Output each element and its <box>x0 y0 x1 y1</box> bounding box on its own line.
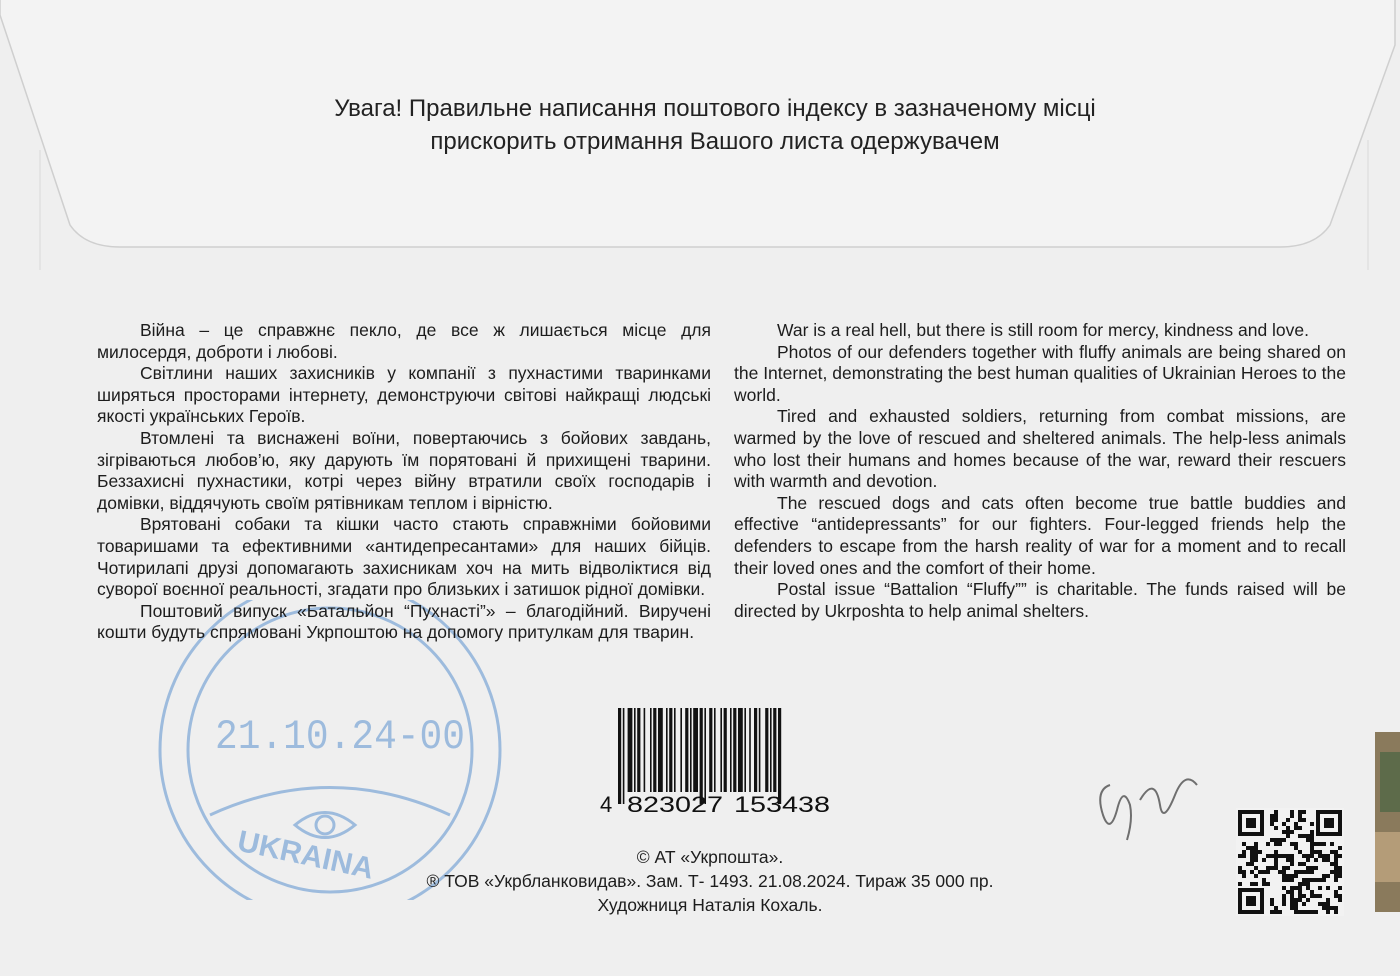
barcode-digit-first: 4 <box>600 792 613 817</box>
barcode-bar <box>650 708 652 792</box>
qr-module <box>1318 854 1322 858</box>
qr-module <box>1254 866 1258 870</box>
qr-module <box>1322 854 1326 858</box>
paragraph-uk: Поштовий випуск «Батальйон “Пухнасті”» – благодійний. Виручені кошти будуть спрямовані Укрпоштою на допомогу притулкам для тварин. <box>97 600 711 643</box>
qr-module <box>1314 850 1318 854</box>
barcode-bar <box>669 708 672 792</box>
qr-module <box>1322 906 1326 910</box>
qr-module <box>1254 858 1258 862</box>
qr-module <box>1266 842 1270 846</box>
barcode-bar <box>623 708 625 804</box>
qr-module <box>1242 874 1246 878</box>
qr-module <box>1254 850 1258 854</box>
qr-module <box>1274 838 1278 842</box>
qr-module <box>1306 834 1310 838</box>
qr-module <box>1290 874 1294 878</box>
postmark-emblem-icon <box>295 813 355 838</box>
qr-module <box>1310 834 1314 838</box>
qr-module <box>1310 878 1314 882</box>
qr-module <box>1274 862 1278 866</box>
qr-module <box>1270 910 1274 914</box>
qr-module <box>1338 870 1342 874</box>
qr-module <box>1294 822 1298 826</box>
imprint <box>320 845 1100 917</box>
handwritten-signature <box>1085 765 1210 850</box>
qr-module <box>1318 894 1322 898</box>
barcode-bar <box>690 708 692 792</box>
qr-module <box>1334 890 1338 894</box>
qr-module <box>1238 854 1242 858</box>
qr-module <box>1250 850 1254 854</box>
qr-module <box>1302 870 1306 874</box>
qr-module <box>1274 858 1278 862</box>
qr-module <box>1282 898 1286 902</box>
qr-module <box>1294 870 1298 874</box>
qr-module <box>1282 838 1286 842</box>
qr-module <box>1254 854 1258 858</box>
qr-module <box>1334 850 1338 854</box>
qr-module <box>1262 858 1266 862</box>
paragraph-en: Tired and exhausted soldiers, returning from combat missions, are warmed by the love of rescued and sheltered animals. The help-less animals who lost their humans and homes because of the war, reward their rescuers with warmth and devotion. <box>734 406 1346 492</box>
qr-module <box>1290 830 1294 834</box>
barcode-bar <box>644 708 646 792</box>
qr-module <box>1274 842 1278 846</box>
qr-module <box>1250 870 1254 874</box>
qr-module <box>1294 886 1298 890</box>
qr-module <box>1326 898 1330 902</box>
qr-module <box>1298 814 1302 818</box>
paragraph-en: The rescued dogs and cats often become true battle buddies and effective “antidepressants” for our fighters. Four-legged friends help the defenders to escape from the harsh reality of war for a moment and to recall their loved ones and the comfort of their home. <box>734 492 1346 578</box>
qr-module <box>1318 842 1322 846</box>
paragraph-en: Photos of our defenders together with fluffy animals are being shared on the Internet, demonstrating the best human qualities of Ukrainian Heroes to the world. <box>734 341 1346 405</box>
qr-module <box>1298 894 1302 898</box>
qr-module <box>1298 834 1302 838</box>
qr-module <box>1314 866 1318 870</box>
qr-module <box>1306 882 1310 886</box>
qr-module <box>1246 846 1250 850</box>
qr-module <box>1278 910 1282 914</box>
qr-module <box>1290 814 1294 818</box>
qr-module <box>1310 866 1314 870</box>
qr-module <box>1302 818 1306 822</box>
qr-module <box>1286 890 1290 894</box>
qr-module <box>1334 910 1338 914</box>
qr-module <box>1310 890 1314 894</box>
qr-module <box>1310 822 1314 826</box>
qr-module <box>1306 866 1310 870</box>
paragraph-en: Postal issue “Battalion “Fluffy”” is charitable. The funds raised will be directed by Ukrposhta to help animal shelters. <box>734 579 1346 621</box>
qr-module <box>1274 866 1278 870</box>
paragraph-uk: Врятовані собаки та кішки часто стають справжніми бойовими товаришами та ефективними «антидепресантами» для наших бійців. Чотирилапі друзі допомагають захисникам хоч на мить відволіктися від суворої воєнної реальності, згадати про близьких і затишок рідної домівки. <box>97 514 711 600</box>
qr-module <box>1270 838 1274 842</box>
qr-module <box>1290 842 1294 846</box>
qr-module <box>1330 862 1334 866</box>
barcode-bar <box>618 708 621 804</box>
qr-module <box>1310 870 1314 874</box>
qr-module <box>1306 898 1310 902</box>
barcode-bar <box>634 708 636 792</box>
qr-module <box>1302 894 1306 898</box>
barcode <box>600 708 850 820</box>
qr-module <box>1246 862 1250 866</box>
qr-module <box>1290 906 1294 910</box>
qr-module <box>1278 838 1282 842</box>
barcode-bar <box>749 708 751 792</box>
qr-module <box>1298 882 1302 886</box>
qr-module <box>1258 870 1262 874</box>
barcode-bar <box>738 708 743 792</box>
qr-module <box>1330 842 1334 846</box>
qr-module <box>1318 902 1322 906</box>
qr-module <box>1242 870 1246 874</box>
qr-module <box>1294 846 1298 850</box>
qr-module <box>1322 902 1326 906</box>
paragraph-en: War is a real hell, but there is still room for mercy, kindness and love. <box>777 320 1310 340</box>
qr-module <box>1286 878 1290 882</box>
barcode-bar <box>744 708 746 792</box>
qr-module <box>1306 858 1310 862</box>
qr-module <box>1274 814 1278 818</box>
qr-module <box>1334 894 1338 898</box>
qr-module <box>1274 910 1278 914</box>
qr-module <box>1282 866 1286 870</box>
qr-module <box>1326 910 1330 914</box>
barcode-bar <box>765 708 768 792</box>
qr-module <box>1326 858 1330 862</box>
qr-module <box>1274 810 1278 814</box>
qr-module <box>1294 902 1298 906</box>
qr-module <box>1262 870 1266 874</box>
qr-module <box>1270 818 1274 822</box>
qr-module <box>1294 906 1298 910</box>
qr-module <box>1238 882 1242 886</box>
qr-module <box>1326 886 1330 890</box>
qr-module <box>1318 886 1322 890</box>
qr-module <box>1286 834 1290 838</box>
postmark-date: 21.10.24-00 <box>215 713 465 761</box>
qr-module <box>1286 874 1290 878</box>
qr-module <box>1314 894 1318 898</box>
qr-module <box>1274 818 1278 822</box>
qr-module <box>1250 846 1254 850</box>
qr-module <box>1282 854 1286 858</box>
barcode-bar <box>709 708 712 792</box>
qr-module <box>1310 846 1314 850</box>
qr-module <box>1278 854 1282 858</box>
barcode-bar <box>730 708 732 792</box>
qr-module <box>1338 866 1342 870</box>
qr-module <box>1286 818 1290 822</box>
qr-module <box>1314 842 1318 846</box>
barcode-bar <box>720 708 722 792</box>
qr-module <box>1294 910 1298 914</box>
barcode-bar <box>724 708 727 792</box>
qr-module <box>1330 870 1334 874</box>
qr-module <box>1274 826 1278 830</box>
barcode-bar <box>714 708 716 792</box>
qr-module <box>1282 874 1286 878</box>
qr-module <box>1338 898 1342 902</box>
qr-module <box>1282 902 1286 906</box>
qr-module <box>1274 906 1278 910</box>
qr-module <box>1302 882 1306 886</box>
qr-module <box>1302 902 1306 906</box>
qr-module <box>1298 818 1302 822</box>
qr-module <box>1302 910 1306 914</box>
qr-module <box>1334 862 1338 866</box>
qr-module <box>1254 874 1258 878</box>
qr-module <box>1290 878 1294 882</box>
qr-module <box>1334 870 1338 874</box>
paragraph-uk: Війна – це справжнє пекло, де все ж лишається місце для милосердя, доброти і любові. <box>97 320 711 362</box>
qr-module <box>1322 874 1326 878</box>
qr-module <box>1290 902 1294 906</box>
barcode-bar <box>773 708 776 792</box>
qr-module <box>1338 854 1342 858</box>
qr-module <box>1262 882 1266 886</box>
qr-module <box>1290 898 1294 902</box>
qr-module <box>1298 910 1302 914</box>
barcode-bar <box>754 708 757 792</box>
qr-module <box>1290 894 1294 898</box>
qr-module <box>1302 854 1306 858</box>
qr-module <box>1286 826 1290 830</box>
qr-module <box>1314 878 1318 882</box>
qr-module <box>1274 850 1278 854</box>
qr-module <box>1270 898 1274 902</box>
barcode-group-1: 823027 <box>627 792 723 817</box>
qr-module <box>1322 842 1326 846</box>
postmark-country: UKRAINA <box>234 824 377 886</box>
qr-module <box>1286 858 1290 862</box>
qr-module <box>1306 910 1310 914</box>
qr-module <box>1306 854 1310 858</box>
qr-module <box>1326 902 1330 906</box>
qr-module <box>1242 842 1246 846</box>
qr-module <box>1290 862 1294 866</box>
notice-line-1: Увага! Правильне написання поштового індексу в зазначеному місці <box>334 95 1096 122</box>
qr-module <box>1278 870 1282 874</box>
qr-module <box>1334 858 1338 862</box>
qr-module <box>1278 842 1282 846</box>
qr-module <box>1314 858 1318 862</box>
barcode-group-2: 153438 <box>734 792 830 817</box>
notice-line-2: прискорить отримання Вашого листа одержувачем <box>430 128 1000 155</box>
qr-module <box>1294 842 1298 846</box>
qr-module <box>1294 898 1298 902</box>
qr-module <box>1282 870 1286 874</box>
qr-module <box>1302 862 1306 866</box>
barcode-bar <box>733 708 736 792</box>
stamp-edge <box>1375 732 1400 912</box>
qr-module <box>1282 878 1286 882</box>
qr-module <box>1298 826 1302 830</box>
qr-module <box>1250 854 1254 858</box>
qr-module <box>1302 810 1306 814</box>
qr-module <box>1254 882 1258 886</box>
qr-code <box>1236 808 1344 916</box>
qr-module <box>1290 810 1294 814</box>
qr-module <box>1306 870 1310 874</box>
qr-module <box>1290 858 1294 862</box>
qr-module <box>1258 850 1262 854</box>
barcode-bars <box>618 708 781 804</box>
qr-module <box>1290 854 1294 858</box>
qr-module <box>1302 878 1306 882</box>
paragraph-uk: Втомлені та виснажені воїни, повертаючись з бойових завдань, зігріваються любов’ю, яку дарують їм порятовані й прихищені тварини. Беззахисні пухнастики, котрі через війну втратили своїх господарів і домівки, віддячують своїм рятівникам теплом і вірністю. <box>97 427 711 513</box>
qr-module <box>1306 878 1310 882</box>
qr-module <box>1310 838 1314 842</box>
qr-module <box>1338 894 1342 898</box>
qr-module <box>1266 870 1270 874</box>
qr-module <box>1310 894 1314 898</box>
qr-module <box>1310 830 1314 834</box>
qr-module <box>1270 854 1274 858</box>
qr-module <box>1298 870 1302 874</box>
qr-module <box>1338 846 1342 850</box>
qr-module <box>1282 822 1286 826</box>
qr-module <box>1298 886 1302 890</box>
qr-module <box>1334 866 1338 870</box>
qr-module <box>1298 862 1302 866</box>
qr-module <box>1282 830 1286 834</box>
barcode-bar <box>674 708 676 792</box>
qr-module <box>1298 890 1302 894</box>
barcode-bar <box>759 708 761 792</box>
qr-module <box>1242 850 1246 854</box>
qr-module <box>1306 838 1310 842</box>
qr-module <box>1270 814 1274 818</box>
qr-module <box>1286 830 1290 834</box>
qr-module <box>1274 854 1278 858</box>
qr-module <box>1294 826 1298 830</box>
barcode-bar <box>653 708 656 792</box>
qr-module <box>1266 866 1270 870</box>
qr-module <box>1318 850 1322 854</box>
imprint-copyright: © АТ «Укрпошта». <box>636 847 784 867</box>
qr-module <box>1306 886 1310 890</box>
barcode-bar <box>704 708 706 804</box>
qr-module <box>1310 850 1314 854</box>
qr-module <box>1334 878 1338 882</box>
qr-module <box>1286 866 1290 870</box>
barcode-bar <box>680 708 682 792</box>
description-english <box>734 320 1346 622</box>
qr-module <box>1298 810 1302 814</box>
qr-module <box>1314 910 1318 914</box>
paragraph-uk: Світлини наших захисників у компанії з пухнастими тваринками ширяться просторами інтернету, демонструючи світові найкращі людські якості українських Героїв. <box>97 363 711 427</box>
barcode-bar <box>685 708 688 792</box>
qr-module <box>1338 886 1342 890</box>
barcode-bar <box>658 708 663 792</box>
barcode-bar <box>700 708 703 804</box>
description-ukrainian <box>97 320 711 644</box>
qr-module <box>1330 850 1334 854</box>
qr-module <box>1254 846 1258 850</box>
qr-module <box>1250 858 1254 862</box>
qr-module <box>1242 854 1246 858</box>
barcode-bar <box>628 708 633 792</box>
qr-module <box>1302 834 1306 838</box>
qr-module <box>1330 906 1334 910</box>
qr-module <box>1266 854 1270 858</box>
qr-module <box>1310 842 1314 846</box>
qr-module <box>1282 886 1286 890</box>
qr-module <box>1254 842 1258 846</box>
qr-module <box>1322 878 1326 882</box>
qr-module <box>1250 882 1254 886</box>
qr-module <box>1270 822 1274 826</box>
qr-module <box>1298 850 1302 854</box>
qr-module <box>1310 910 1314 914</box>
qr-module <box>1334 854 1338 858</box>
qr-module <box>1238 866 1242 870</box>
qr-module <box>1326 906 1330 910</box>
qr-module <box>1270 866 1274 870</box>
qr-module <box>1310 854 1314 858</box>
qr-module <box>1262 878 1266 882</box>
qr-module <box>1290 886 1294 890</box>
qr-module <box>1326 874 1330 878</box>
qr-module <box>1334 874 1338 878</box>
qr-module <box>1270 902 1274 906</box>
qr-module <box>1266 882 1270 886</box>
qr-module <box>1298 898 1302 902</box>
qr-module <box>1290 890 1294 894</box>
imprint-artist: Художниця Наталія Кохаль. <box>597 895 823 915</box>
qr-module <box>1334 906 1338 910</box>
barcode-bar <box>770 708 772 792</box>
qr-module <box>1238 870 1242 874</box>
qr-module <box>1338 874 1342 878</box>
barcode-bar <box>666 708 668 792</box>
qr-module <box>1294 874 1298 878</box>
barcode-bar <box>693 708 698 792</box>
barcode-bar <box>778 708 781 804</box>
imprint-publisher: ® ТОВ «Укрбланковидав». Зам. Т- 1493. 21.08.2024. Тираж 35 000 пр. <box>426 871 994 891</box>
qr-module <box>1318 878 1322 882</box>
qr-module <box>1322 858 1326 862</box>
qr-module <box>1326 854 1330 858</box>
qr-module <box>1282 894 1286 898</box>
postcode-notice <box>150 92 1280 158</box>
barcode-bar <box>637 708 640 792</box>
qr-module <box>1250 862 1254 866</box>
qr-module <box>1286 854 1290 858</box>
